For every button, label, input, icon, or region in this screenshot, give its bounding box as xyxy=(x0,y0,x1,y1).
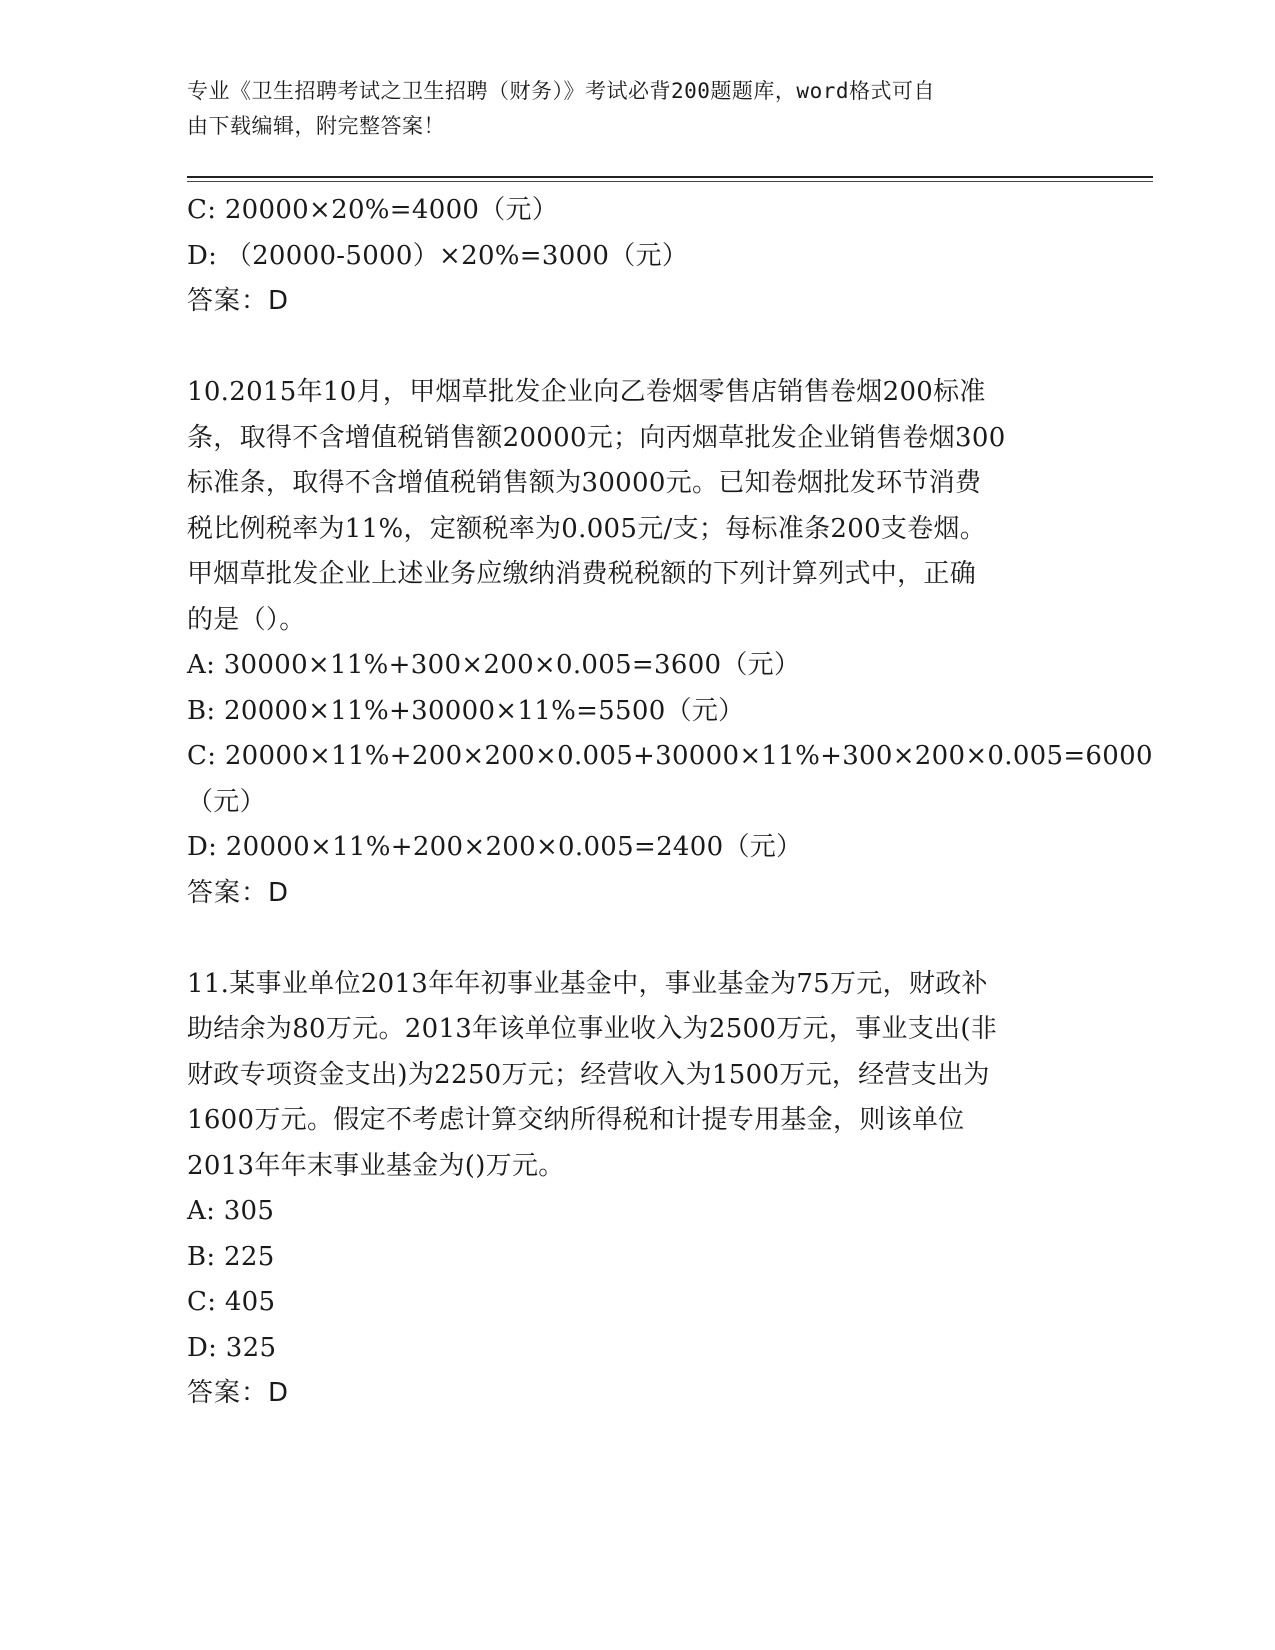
q10-stem-line: 的是（）。 xyxy=(187,604,306,635)
document-body xyxy=(187,188,1153,1417)
question-10 xyxy=(187,370,1153,916)
spacer xyxy=(187,916,1087,962)
document-header xyxy=(187,74,1067,144)
q10-stem-line: 条，取得不含增值税销售额20000元；向丙烟草批发企业销售卷烟300 xyxy=(187,422,1006,453)
q10-stem-line: 10.2015年10月，甲烟草批发企业向乙卷烟零售店销售卷烟200标准 xyxy=(187,377,986,407)
q10-option-b: B: 20000×11%+30000×11%=5500（元） xyxy=(187,695,745,726)
q11-option-c: C: 405 xyxy=(187,1287,276,1317)
header-divider-thin xyxy=(187,181,1153,182)
q11-option-d: D: 325 xyxy=(187,1332,277,1363)
spacer xyxy=(187,325,1087,371)
q11-option-a: A: 305 xyxy=(187,1196,275,1226)
q9-option-d: D: （20000-5000）×20%=3000（元） xyxy=(187,240,689,271)
q10-option-d: D: 20000×11%+200×200×0.005=2400（元） xyxy=(187,832,803,862)
q11-stem-line: 11.某事业单位2013年年初事业基金中，事业基金为75万元，财政补 xyxy=(187,968,988,999)
header-title-line-2: 由下载编辑，附完整答案！ xyxy=(187,114,445,138)
q11-stem-line: 财政专项资金支出)为2250万元；经营收入为1500万元，经营支出为 xyxy=(187,1059,990,1090)
q11-stem-line: 1600万元。假定不考虑计算交纳所得税和计提专用基金，则该单位 xyxy=(187,1105,965,1135)
q10-stem-line: 甲烟草批发企业上述业务应缴纳消费税税额的下列计算列式中，正确 xyxy=(187,559,977,589)
q11-option-b: B: 225 xyxy=(187,1241,275,1272)
question-11 xyxy=(187,962,1087,1417)
header-title-line-1: 专业《卫生招聘考试之卫生招聘（财务）》考试必背200题题库，word格式可自 xyxy=(187,79,935,103)
header-divider-thick xyxy=(187,176,1153,178)
q11-stem-line: 助结余为80万元。2013年该单位事业收入为2500万元，事业支出(非 xyxy=(187,1014,998,1044)
q9-answer: 答案：D xyxy=(187,286,290,316)
q11-stem-line: 2013年年末事业基金为()万元。 xyxy=(187,1150,565,1181)
question-9-tail xyxy=(187,188,1087,325)
q10-option-c-continued: （元） xyxy=(187,786,266,817)
q10-option-a: A: 30000×11%+300×200×0.005=3600（元） xyxy=(187,650,801,680)
q10-stem-line: 标准条，取得不含增值税销售额为30000元。已知卷烟批发环节消费 xyxy=(187,468,982,498)
q10-option-c: C: 20000×11%+200×200×0.005+30000×11%+300×200×0.005=6000 xyxy=(187,741,1153,771)
q10-stem-line: 税比例税率为11%，定额税率为0.005元/支；每标准条200支卷烟。 xyxy=(187,513,987,544)
q10-answer: 答案：D xyxy=(187,877,290,908)
q11-answer: 答案：D xyxy=(187,1378,290,1408)
q9-option-c: C: 20000×20%=4000（元） xyxy=(187,195,559,225)
